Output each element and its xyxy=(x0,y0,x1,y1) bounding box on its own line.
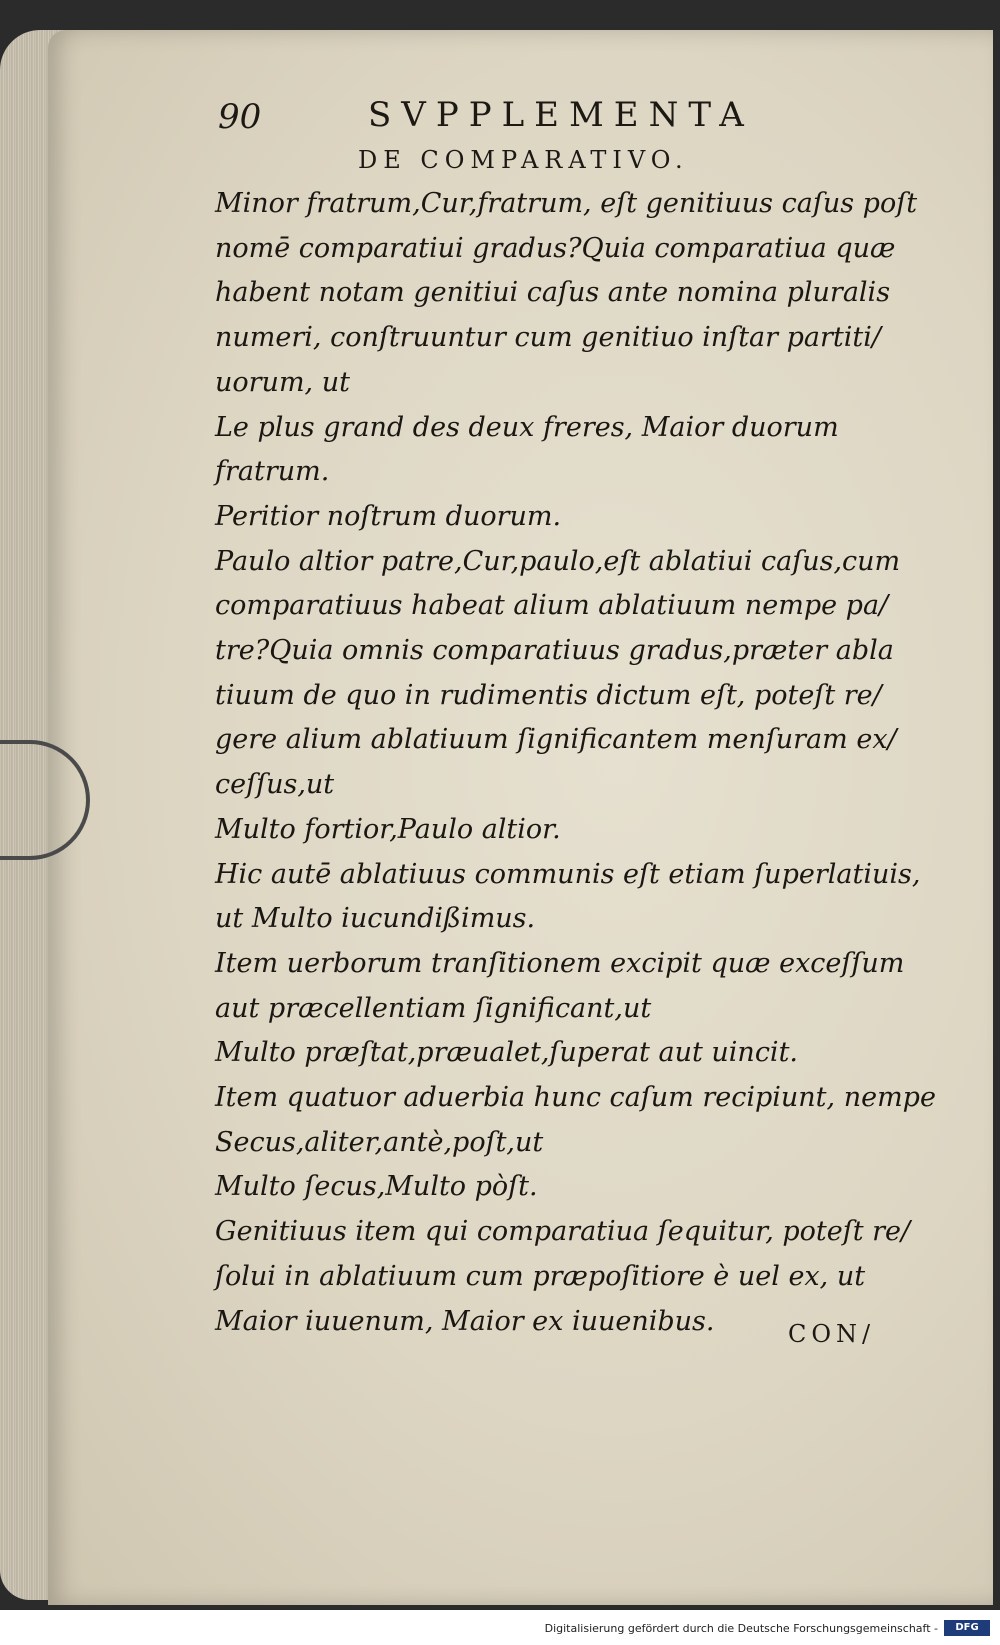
text-line: aut præcellentiam ſignificant,ut xyxy=(215,992,652,1024)
page-number: 90 xyxy=(218,97,262,137)
body-text xyxy=(215,182,936,1344)
running-title: SVPPLEMENTA xyxy=(368,95,754,135)
text-line: Multo præſtat,præualet,ſuperat aut uincit. xyxy=(215,1037,799,1069)
text-line: tiuum de quo in rudimentis dictum eſt, poteſt re/ xyxy=(215,679,882,711)
running-head xyxy=(218,95,898,145)
text-line: Multo fortior,Paulo altior. xyxy=(215,813,561,845)
text-line: Item uerborum tranſitionem excipit quæ exceſſum xyxy=(215,947,905,979)
text-line: gere alium ablatiuum ſignificantem menſuram ex/ xyxy=(215,724,897,756)
text-line: habent notam genitiui caſus ante nomina pluralis xyxy=(215,277,891,309)
text-line: Genitiuus item qui comparatiua ſequitur, poteſt re/ xyxy=(215,1216,911,1248)
text-line: Maior iuuenum, Maior ex iuuenibus. xyxy=(215,1305,715,1337)
footer-credit: Digitalisierung gefördert durch die Deutsche Forschungsgemeinschaft - xyxy=(544,1622,938,1635)
text-line: ut Multo iucundißimus. xyxy=(215,903,536,935)
text-line: Paulo altior patre,Cur,paulo,eſt ablatiui caſus,cum xyxy=(215,545,901,577)
text-line: Multo ſecus,Multo pòſt. xyxy=(215,1171,538,1203)
section-title: DE COMPARATIVO. xyxy=(358,146,689,174)
text-line: fratrum. xyxy=(215,456,330,488)
text-line: Minor fratrum,Cur,fratrum, eſt genitiuus caſus poſt xyxy=(215,188,918,219)
text-line: comparatiuus habeat alium ablatiuum nempe pa/ xyxy=(215,590,889,622)
catchword: CON/ xyxy=(788,1320,876,1348)
text-line: Hic autē ablatiuus communis eſt etiam ſuperlatiuis, xyxy=(215,858,921,890)
text-line: numeri, conſtruuntur cum genitiuo inſtar partiti/ xyxy=(215,322,881,354)
text-line: uorum, ut xyxy=(215,366,350,398)
text-line: ſolui in ablatiuum cum præpoſitiore è uel ex, ut xyxy=(215,1260,866,1292)
text-line: Peritior noſtrum duorum. xyxy=(215,500,562,532)
footer-bar xyxy=(0,1610,1000,1645)
text-line: tre?Quia omnis comparatiuus gradus,præter abla xyxy=(215,635,894,667)
text-line: Item quatuor aduerbia hunc caſum recipiunt, nempe xyxy=(215,1082,936,1114)
text-line: Secus,aliter,antè,poſt,ut xyxy=(215,1126,544,1158)
text-line: Le plus grand des deux freres, Maior duorum xyxy=(215,411,839,443)
dfg-logo: DFG xyxy=(944,1620,990,1636)
text-line: ceſſus,ut xyxy=(215,769,335,801)
text-line: nomē comparatiui gradus?Quia comparatiua quæ xyxy=(215,232,896,264)
